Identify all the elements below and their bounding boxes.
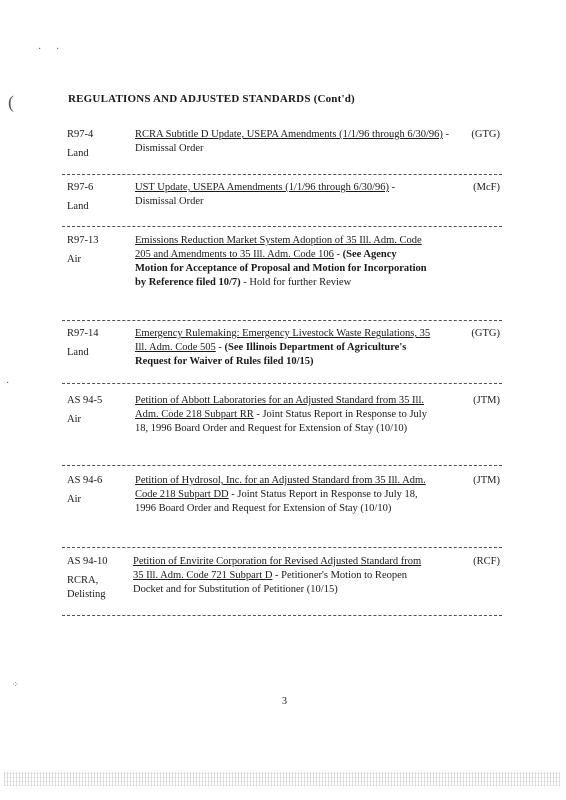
docket-category: Air bbox=[67, 494, 81, 505]
action-text: - bbox=[333, 249, 343, 260]
docket-entry bbox=[62, 327, 504, 375]
docket-entry bbox=[62, 394, 504, 458]
docket-entry bbox=[62, 555, 504, 615]
case-title: UST Update, USEPA Amendments (1/1/96 through 6/30/96) bbox=[135, 182, 390, 193]
staff-initials: (McF) bbox=[473, 182, 500, 193]
case-title: Petition of Abbott Laboratories for an Adjusted Standard from 35 Ill. Adm. Code 218 Subpart RR bbox=[135, 395, 424, 420]
docket-entry bbox=[62, 234, 504, 314]
staff-initials: (JTM) bbox=[473, 475, 500, 486]
case-title: Emergency Rulemaking: Emergency Livestock Waste Regulations, 35 Ill. Adm. Code 505 bbox=[135, 328, 431, 353]
docket-code: AS 94-6 bbox=[67, 475, 103, 486]
page-number: 3 bbox=[282, 696, 287, 707]
docket-code: R97-6 bbox=[67, 182, 94, 193]
action-text: - bbox=[215, 342, 225, 353]
docket-entry bbox=[62, 181, 504, 221]
docket-category: Air bbox=[67, 254, 81, 265]
docket-category: RCRA, Delisting bbox=[67, 575, 106, 600]
action-text: - Joint Status Report in Response to July 18, 1996 Board Order and Request for Extension of Stay (10/10) bbox=[135, 409, 427, 434]
motion-note: (See Agency Motion for Acceptance of Proposal and Motion for Incorporation by Reference filed 10/7) bbox=[135, 249, 427, 288]
divider bbox=[62, 547, 502, 548]
divider bbox=[62, 320, 502, 321]
scan-speck: ⁘ bbox=[12, 680, 18, 689]
section-heading: REGULATIONS AND ADJUSTED STANDARDS (Cont'd) bbox=[68, 93, 355, 105]
docket-code: R97-13 bbox=[67, 235, 99, 246]
docket-description bbox=[135, 474, 433, 516]
case-title: Emissions Reduction Market System Adoption of 35 Ill. Adm. Code 205 and Amendments to 35 Ill. Adm. Code 106 bbox=[135, 235, 422, 260]
divider bbox=[62, 615, 502, 616]
docket-code: R97-14 bbox=[67, 328, 99, 339]
divider bbox=[62, 465, 502, 466]
divider bbox=[62, 174, 502, 175]
staff-initials: (RCF) bbox=[473, 556, 500, 567]
divider bbox=[62, 226, 502, 227]
docket-entry bbox=[62, 474, 504, 536]
docket-code: AS 94-5 bbox=[67, 395, 103, 406]
scan-mark: ( bbox=[8, 92, 14, 112]
docket-category: Land bbox=[67, 148, 89, 159]
docket-description bbox=[135, 234, 427, 290]
scan-speck: · bbox=[56, 44, 60, 55]
docket-description bbox=[135, 394, 429, 436]
staff-initials: (GTG) bbox=[471, 129, 500, 140]
docket-code: R97-4 bbox=[67, 129, 94, 140]
action-tail: - Hold for further Review bbox=[240, 277, 352, 288]
case-title: Petition of Hydrosol, Inc. for an Adjusted Standard from 35 Ill. Adm. Code 218 Subpart DD bbox=[135, 475, 426, 500]
motion-note: (See Illinois Department of Agriculture's Request for Waiver of Rules filed 10/15) bbox=[135, 342, 407, 367]
case-title: RCRA Subtitle D Update, USEPA Amendments (1/1/96 through 6/30/96) bbox=[135, 129, 443, 140]
action-text: - Joint Status Report in Response to July 18, 1996 Board Order and Request for Extension of Stay (10/10) bbox=[135, 489, 418, 514]
docket-category: Air bbox=[67, 414, 81, 425]
docket-description bbox=[133, 555, 429, 597]
scan-speck: · bbox=[6, 378, 10, 389]
staff-initials: (GTG) bbox=[471, 328, 500, 339]
docket-description bbox=[135, 128, 453, 156]
staff-initials: (JTM) bbox=[473, 395, 500, 406]
scan-speck: · bbox=[38, 44, 42, 55]
docket-category: Land bbox=[67, 201, 89, 212]
docket-category: Land bbox=[67, 347, 89, 358]
case-title: Petition of Envirite Corporation for Revised Adjusted Standard from 35 Ill. Adm. Code 721 Subpart D bbox=[133, 556, 422, 581]
docket-entry bbox=[62, 128, 504, 174]
action-text: - Petitioner's Motion to Reopen Docket and for Substitution of Petitioner (10/15) bbox=[133, 570, 408, 595]
docket-description bbox=[135, 327, 433, 369]
divider bbox=[62, 383, 502, 384]
scan-noise-strip bbox=[4, 772, 560, 786]
action-text: - Dismissal Order bbox=[135, 129, 450, 154]
action-text: - Dismissal Order bbox=[135, 182, 396, 207]
docket-code: AS 94-10 bbox=[67, 556, 108, 567]
docket-description bbox=[135, 181, 417, 209]
